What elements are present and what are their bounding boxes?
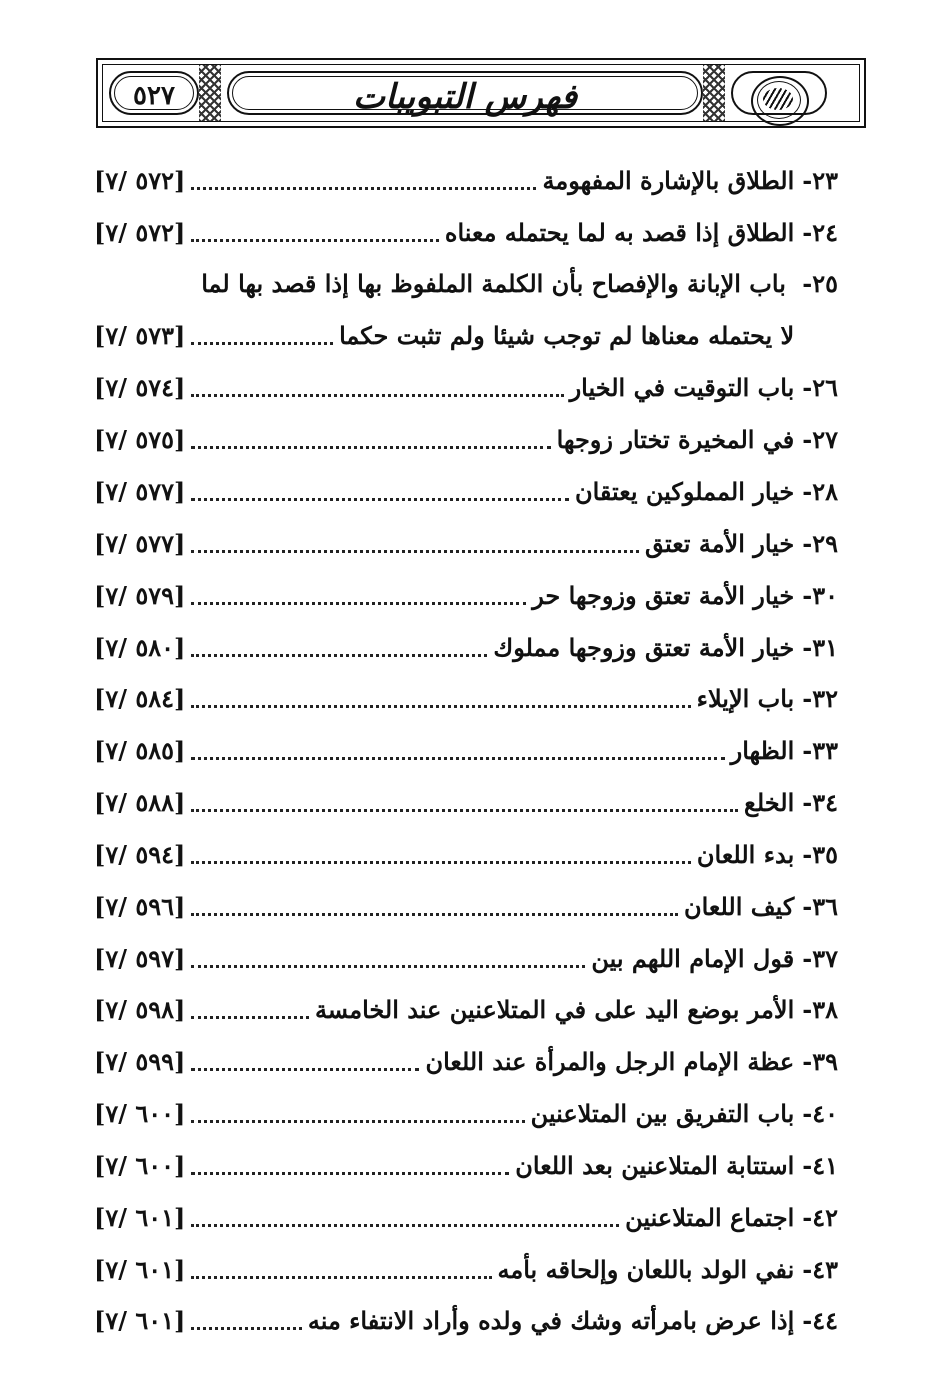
entry-reference: [٦٠١ /٧] xyxy=(94,1306,186,1335)
entry-title: كيف اللعان xyxy=(683,892,795,921)
entry-reference: [٦٠١ /٧] xyxy=(94,1203,186,1232)
toc-entry xyxy=(94,942,838,976)
ornament-band-left xyxy=(199,65,221,121)
page-number: ٥٢٧ xyxy=(133,81,175,111)
toc-entry xyxy=(94,682,838,716)
entry-reference: [٥٨٨ /٧] xyxy=(94,788,186,817)
entry-reference: [٥٩٦ /٧] xyxy=(94,892,186,921)
toc-entry xyxy=(94,216,838,250)
entry-number: ٣٥- xyxy=(802,840,838,869)
leader-dots xyxy=(191,1068,419,1071)
entry-reference: [٥٧٧ /٧] xyxy=(94,529,186,558)
entry-number: ٤٠- xyxy=(802,1099,838,1128)
toc-entry xyxy=(94,786,838,820)
entry-number: ٤٤- xyxy=(802,1306,838,1335)
page-title: فهرس التبويبات xyxy=(352,77,577,117)
entry-title: الأمر بوضع اليد على في المتلاعنين عند الخامسة xyxy=(314,995,795,1024)
entry-number: ٢٧- xyxy=(802,425,838,454)
entry-title: الطلاق بالإشارة المفهومة xyxy=(542,166,795,195)
toc-entry xyxy=(94,890,838,924)
entry-reference: [٥٨٤ /٧] xyxy=(94,684,186,713)
entry-title: باب التوقيت في الخيار xyxy=(569,373,795,402)
toc-entry xyxy=(94,1149,838,1183)
entry-number: ٤١- xyxy=(802,1151,838,1180)
ornament-band-right xyxy=(703,65,725,121)
entry-title: خيار الأمة تعتق وزوجها حر xyxy=(532,581,795,610)
entry-reference: [٥٩٨ /٧] xyxy=(94,995,186,1024)
leader-dots xyxy=(191,1276,491,1279)
leader-dots xyxy=(191,1016,309,1019)
leader-dots xyxy=(191,187,536,190)
entry-number: ٣٣- xyxy=(802,736,838,765)
seal-logo xyxy=(731,71,827,115)
entry-reference: [٦٠٠ /٧] xyxy=(94,1099,186,1128)
entry-title: خيار الأمة تعتق xyxy=(644,529,795,558)
toc-entry-first-line xyxy=(94,267,838,301)
page-number-cartouche xyxy=(109,71,199,115)
entry-title: اجتماع المتلاعنين xyxy=(625,1203,795,1232)
entry-title: لا يحتمله معناها لم توجب شيئا ولم تثبت حكما xyxy=(339,321,795,350)
toc-entry xyxy=(94,838,838,872)
entry-title: خيار الأمة تعتق وزوجها مملوك xyxy=(493,633,795,662)
leader-dots xyxy=(191,446,550,449)
leader-dots xyxy=(191,809,738,812)
entry-title: باب الإيلاء xyxy=(696,684,795,713)
toc-entry xyxy=(94,1045,838,1079)
entry-reference: [٥٩٩ /٧] xyxy=(94,1047,186,1076)
toc-entry xyxy=(94,423,838,457)
leader-dots xyxy=(191,602,526,605)
entry-number: ٣٦- xyxy=(802,892,838,921)
toc-entry xyxy=(94,993,838,1027)
entry-title: نفي الولد باللعان وإلحاقه بأمه xyxy=(497,1255,795,1284)
entry-number: ٣٠- xyxy=(802,581,838,610)
leader-dots xyxy=(191,498,569,501)
leader-dots xyxy=(191,239,438,242)
entry-number: ٢٦- xyxy=(802,373,838,402)
leader-dots xyxy=(191,757,724,760)
entry-title: إذا عرض بامرأته وشك في ولده وأراد الانتفاء منه xyxy=(307,1306,795,1335)
header-inner-border xyxy=(102,64,860,122)
entry-number: ٣١- xyxy=(802,633,838,662)
leader-dots xyxy=(191,1172,509,1175)
entry-number: ٢٨- xyxy=(802,477,838,506)
entry-reference: [٥٧٣ /٧] xyxy=(94,321,186,350)
leader-dots xyxy=(191,861,690,864)
entry-number: ٣٧- xyxy=(802,944,838,973)
toc-entry-continuation xyxy=(94,319,838,353)
toc-entry xyxy=(94,579,838,613)
entry-number: ٢٣- xyxy=(802,166,838,195)
entry-number: ٤٢- xyxy=(802,1203,838,1232)
toc-entry xyxy=(94,1304,838,1338)
entry-number: ٣٩- xyxy=(802,1047,838,1076)
toc-entry xyxy=(94,475,838,509)
entry-reference: [٦٠٠ /٧] xyxy=(94,1151,186,1180)
entry-reference: [٥٩٤ /٧] xyxy=(94,840,186,869)
entry-title: باب الإبانة والإفصاح بأن الكلمة الملفوظ بها إذا قصد بها لما xyxy=(201,269,786,298)
leader-dots xyxy=(191,654,487,657)
seal-calligraphy-icon xyxy=(763,88,793,110)
title-cartouche xyxy=(227,71,703,115)
entry-title: استتابة المتلاعنين بعد اللعان xyxy=(515,1151,795,1180)
toc-entry xyxy=(94,734,838,768)
entry-number: ٣٨- xyxy=(802,995,838,1024)
entry-reference: [٥٧٩ /٧] xyxy=(94,581,186,610)
leader-dots xyxy=(191,342,333,345)
leader-dots xyxy=(191,394,563,397)
entry-reference: [٥٨٥ /٧] xyxy=(94,736,186,765)
entry-reference: [٥٨٠ /٧] xyxy=(94,633,186,662)
leader-dots xyxy=(191,1327,301,1330)
entry-title: قول الإمام اللهم بين xyxy=(591,944,795,973)
page-header xyxy=(96,58,866,128)
toc-entry xyxy=(94,1097,838,1131)
leader-dots xyxy=(191,1120,524,1123)
entry-number: ٢٩- xyxy=(802,529,838,558)
entry-title: في المخيرة تختار زوجها xyxy=(556,425,795,454)
toc-entry xyxy=(94,164,838,198)
entry-reference: [٥٧٧ /٧] xyxy=(94,477,186,506)
entry-number: ٢٥- xyxy=(802,269,838,298)
entry-title: باب التفريق بين المتلاعنين xyxy=(530,1099,795,1128)
toc-entry xyxy=(94,631,838,665)
entry-number: ٣٤- xyxy=(802,788,838,817)
entry-title: خيار المملوكين يعتقان xyxy=(574,477,795,506)
entry-reference: [٥٧٥ /٧] xyxy=(94,425,186,454)
leader-dots xyxy=(191,913,678,916)
leader-dots xyxy=(191,705,690,708)
entry-title: الطلاق إذا قصد به لما يحتمله معناه xyxy=(444,218,795,247)
entry-number: ٤٣- xyxy=(802,1255,838,1284)
entry-reference: [٥٧٤ /٧] xyxy=(94,373,186,402)
entry-reference: [٥٩٧ /٧] xyxy=(94,944,186,973)
leader-dots xyxy=(191,965,585,968)
entry-reference: [٦٠١ /٧] xyxy=(94,1255,186,1284)
toc-entry xyxy=(94,371,838,405)
toc-entry xyxy=(94,527,838,561)
entry-number: ٢٤- xyxy=(802,218,838,247)
entry-title: بدء اللعان xyxy=(696,840,795,869)
entry-number: ٣٢- xyxy=(802,684,838,713)
entry-title: عظة الإمام الرجل والمرأة عند اللعان xyxy=(425,1047,795,1076)
entry-title: الظهار xyxy=(730,736,795,765)
entry-title: الخلع xyxy=(744,788,795,817)
toc-entry xyxy=(94,1201,838,1235)
leader-dots xyxy=(191,1224,619,1227)
leader-dots xyxy=(191,550,639,553)
toc-entry xyxy=(94,1253,838,1287)
entry-reference: [٥٧٢ /٧] xyxy=(94,166,186,195)
entry-reference: [٥٧٢ /٧] xyxy=(94,218,186,247)
